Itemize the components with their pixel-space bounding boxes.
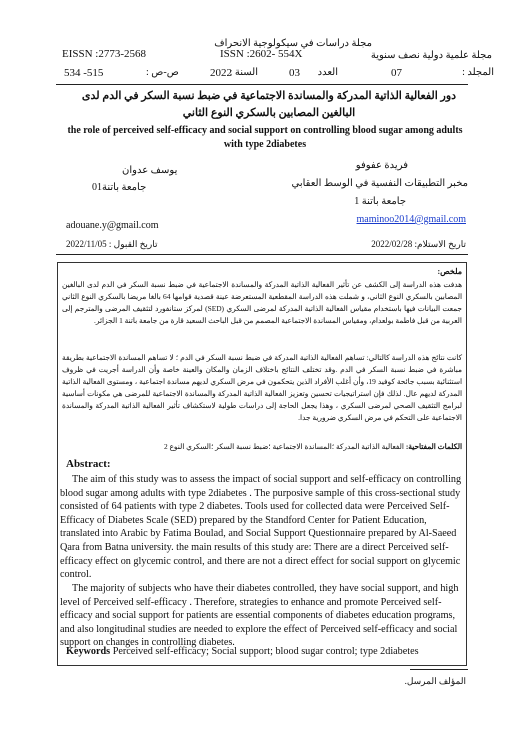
abstract-ar-label: ملخص: (437, 267, 462, 276)
accepted-date: تاريخ القبول : 2022/11/05 (66, 239, 158, 249)
keywords-ar-text: الفعالية الذاتية المدركة ؛المساندة الاجتماعية ؛ضبط نسبة السكر ؛السكري النوع 2 (163, 442, 404, 451)
abstract-en-paragraph-2: The majority of subjects who have their diabetes controlled, they have social support, and high level of Perceived self-efficacy . Therefore, strategies to enhance and promote Perceived self-efficacy and social support for patients are essential components of diabetes education programs, and also longitudinal studies are needed to explore the effect of Perceived self-efficacy and social support on changes in controlling diabetes. (60, 583, 459, 649)
abstract-ar-paragraph-2: كانت نتائج هذه الدراسة كالتالي: تساهم الفعالية الذاتية المدركة في ضبط نسبة السكر في الدم ؛ لا تساهم المساندة الاجتماعية بطريقة مباشرة في ضبط نسبة السكر في الدم .وقد تختلف النتائج باختلاف الزمان والمكان والعينة خاصة وأن الدراسة أجريت في ظروف استثنائية بسبب جائحة كوفيد 19، وأن أغلب الأفراد الذين يتحكمون في مرض السكري لديهم مساندة اجتماعية ، ومستوى الفعالية الذاتية المدركة لديهم عال. لذلك فإن استراتيجيات تحسين وتعزيز الفعالية الذاتية المدركة والمساندة الاجتماعية للمرضى هي مكونات أساسية لبرامج التثقيف الصحي لمرضى السكري ، وهذا يجعل الحاجة إلى دراسات طولية لاستكشاف تأثير الفعالية الذاتية المدركة والمساندة الاجتماعية على التحكم في مرض السكري ضرورية جدا. (62, 353, 463, 422)
volume-value: 07 (391, 67, 402, 79)
journal-description: مجلة علمية دولية نصف سنوية (370, 50, 492, 61)
pages-value: 534 -515 (64, 67, 104, 79)
paper-title-ar: دور الفعالية الذاتية المدركة والمساندة الاجتماعية في ضبط نسبة السكر في الدم لدى البالغين المصابين بالسكري النوع الثاني (81, 90, 457, 119)
issue-value: 03 (289, 67, 300, 79)
abstract-ar-paragraph-1: هدفت هذه الدراسة إلى الكشف عن تأثير الفعالية الذاتية المدركة والمساندة الاجتماعية في ضبط نسبة السكر في الدم لدى البالغين المصابين بالسكري النوع الثاني، و شملت هذه الدراسة المقطعية المستعرضة عينة قصدية قوامها 64 بالغا مريضا بالسكري النوع الثاني جمعت البيانات فيها باستخدام مقياس الفعالية الذاتية المدركة لمرضى السكري (SED) لمركز ستانفورد لتثقيف المرضى والمترجم إلى العربية من قبل فاطمة بولعدام، ومقياس المساندة الاجتماعية المصمم من قبل الباحث السعيد قارة من جامعة باتنة 1 الجزائر. (62, 280, 462, 325)
eissn: EISSN :2773-2568 (62, 48, 147, 60)
paper-title-en: the role of perceived self-efficacy and social support on controlling blood sugar among adults with type 2diabetes (67, 125, 463, 150)
author-1-affiliation: مخبر التطبيقات النفسية في الوسط العقابي (291, 178, 468, 189)
pages-label: ص-ص : (146, 67, 179, 78)
author-1-university: جامعة باتنة 1 (354, 196, 406, 207)
header-rule (56, 84, 468, 85)
journal-title: مجلة دراسات في سيكولوجية الانحراف (214, 38, 372, 49)
author-1-name: فريدة عفوفو (355, 160, 408, 171)
author-2-affiliation: جامعة باتنة01 (92, 182, 147, 193)
abstract-en-label: Abstract: (66, 458, 111, 470)
keywords-ar-label: الكلمات المفتاحية: (405, 442, 462, 451)
footnote-rule (410, 669, 468, 670)
author-2-name: يوسف عدوان (122, 165, 178, 176)
issn: ISSN :2602- 554X (220, 48, 303, 60)
received-date: تاريخ الاستلام: 2022/02/28 (371, 239, 466, 249)
keywords-en-text: Perceived self-efficacy; Social support; blood sugar control; type 2diabetes (112, 646, 419, 657)
year-label: السنة : (229, 67, 258, 78)
author-1-email-link[interactable]: maminoo2014@gmail.com (356, 214, 466, 225)
issue-label: العدد (317, 67, 338, 78)
abstract-en-paragraph-1: The aim of this study was to assess the impact of social support and self-efficacy on controlling blood sugar among adults with type 2diabetes . The purposive sample of this cross-sectional study consisted of 64 patients with type 2 diabetes. Tools used for collected data were Perceived Self-Efficacy of Diabetes Scale (SED) prepared by the Standford Center for Patient Education, translated into Arabic by Fatima Boulad, and Social Support Questionnaire prepared by Al-Saeed Qara from Batna university. the main results of this study are: There are a direct Perceived self-efficacy effect on glycemic control, and there are not a direct effect for social support on glycemic control. (60, 474, 462, 581)
year-value: 2022 (210, 67, 232, 79)
dates-rule (56, 254, 468, 255)
keywords-en (66, 646, 466, 657)
volume-label: المجلد : (462, 67, 494, 78)
keywords-ar (62, 441, 462, 453)
footnote: المؤلف المرسل. (404, 676, 466, 686)
keywords-en-label: Keywords (66, 646, 111, 657)
author-2-email: adouane.y@gmail.com (66, 220, 159, 231)
